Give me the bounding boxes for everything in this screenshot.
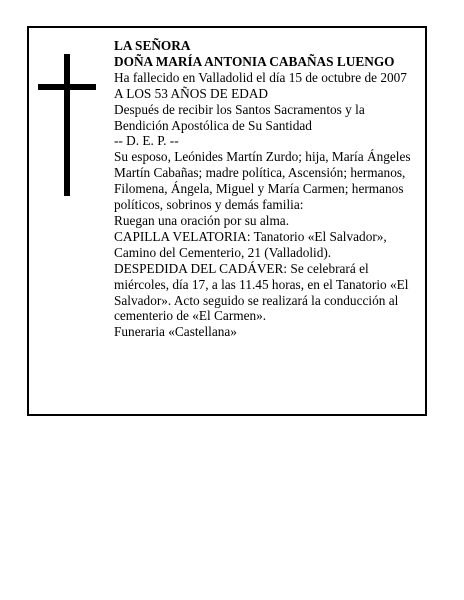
funeral-home: Funeraria «Castellana» [114, 324, 237, 340]
sacraments-statement: Después de recibir los Santos Sacramentos y la Bendición Apostólica de Su Santidad [114, 101, 365, 133]
family-list: Su esposo, Leónides Martín Zurdo; hija, María Ángeles Martín Cabañas; madre política, Ascensión; hermanos, Filomena, Ángela, Miguel y María Carmen; hermanos políticos, sobrinos y demás familia: [114, 149, 411, 213]
prayer-request: Ruegan una oración por su alma. [114, 212, 290, 228]
deceased-name: DOÑA MARÍA ANTONIA CABAÑAS LUENGO [114, 53, 395, 69]
age-statement: A LOS 53 AÑOS DE EDAD [114, 85, 269, 101]
rip-line: -- D. E. P. -- [114, 133, 179, 149]
chapel-info: CAPILLA VELATORIA: Tanatorio «El Salvador», Camino del Cementerio, 21 (Valladolid). [114, 228, 387, 260]
cross-icon [64, 54, 70, 196]
obituary-title: LA SEÑORA [114, 38, 191, 53]
obituary-text [114, 38, 422, 340]
cross-icon-bar [38, 84, 96, 90]
death-statement: Ha fallecido en Valladolid el día 15 de octubre de 2007 [114, 69, 407, 85]
farewell-info: DESPEDIDA DEL CADÁVER: Se celebrará el miércoles, día 17, a las 11.45 horas, en el Tanatorio «El Salvador». Acto seguido se realizará la conducción al cementerio de «El Carmen». [114, 260, 409, 324]
